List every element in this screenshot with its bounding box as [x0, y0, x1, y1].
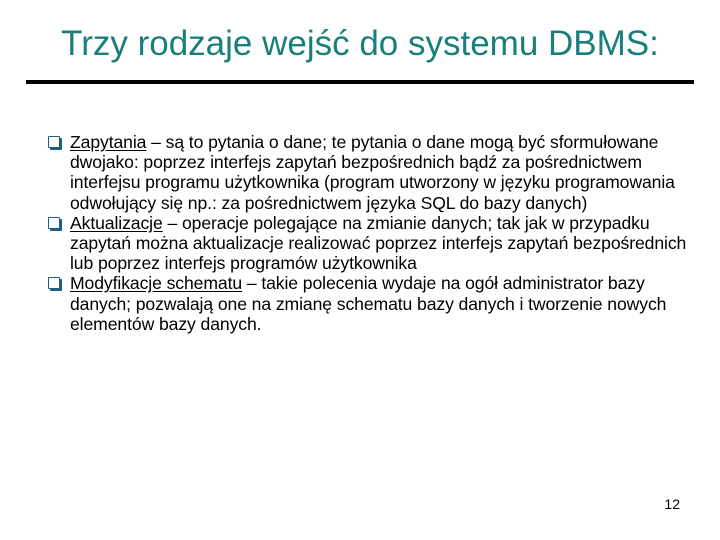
bullet-term: Aktualizacje [70, 212, 163, 233]
bullet-term: Zapytania [70, 132, 147, 152]
bullet-text: – są to pytania o dane; te pytania o dane mogą być sformułowane dwojako: poprzez interfejs zapytań bezpośrednich bądź za pośrednictwem interfejsu programu użytkownika (program utworzony w języku programowania odwołujący się np.: za pośrednictwem języka SQL do bazy danych) [70, 132, 675, 213]
page-number: 12 [664, 496, 680, 512]
slide-title: Trzy rodzaje wejść do systemu DBMS: [61, 24, 659, 63]
checkbox-square-icon [48, 217, 60, 229]
bullet-term: Modyfikacje schematu [70, 273, 243, 294]
bullet-list [48, 132, 698, 334]
bullet-text: – operacje polegające na zmianie danych; tak jak w przypadku zapytań można aktualizacje realizować poprzez interfejs zapytań bezpośrednich lub poprzez interfejs programów użytkownika [70, 212, 687, 274]
bullet-item-modyfikacje-schematu [48, 273, 698, 334]
bullet-item-aktualizacje [48, 213, 698, 274]
bullet-item-zapytania [48, 132, 698, 213]
checkbox-square-icon [48, 277, 60, 289]
title-divider [26, 80, 694, 84]
bullet-text: – takie polecenia wydaje na ogół administrator bazy danych; pozwalają one na zmianę schematu bazy danych i tworzenie nowych elementów bazy danych. [70, 273, 667, 334]
checkbox-square-icon [48, 136, 60, 148]
